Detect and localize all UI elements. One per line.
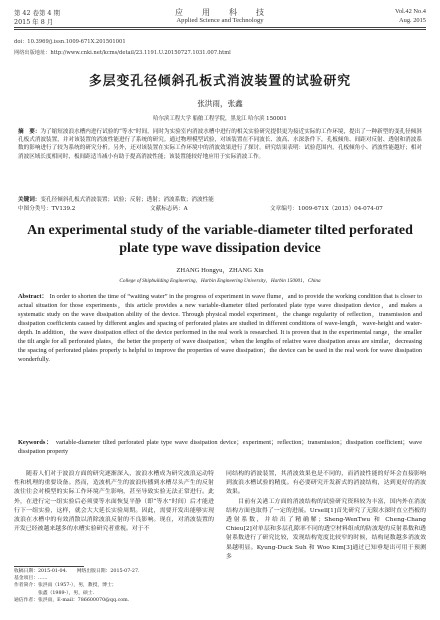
journal-volume: 第 42 卷第 4 期: [14, 9, 60, 17]
paper-title-cn: 多层变孔径倾斜孔板式消波装置的试验研究: [88, 74, 352, 89]
corresponding-author: 通信作者：张洪雨，E-mail：786600070@qq.com.: [14, 597, 130, 603]
journal-name-en: Applied Science and Technology: [176, 17, 264, 24]
abstract-cn-text: 为了缩短波浪水槽内进行试验的“等水”时间，同时为实验室内消波水槽中进行的相关实验研究提供更为接近实际的工作环境，提出了一种新型的变孔径倾斜孔板式消波装置，并对该装置的消波性能进行了系统的研究。通过物理模型试验，对该装置在不同波长、波高、水深条件下，孔板倾角、间距对反射、透射和消波系数的影响进行了较为系统的研究分析。另外，还对该装置在实际工作环境中的消波效果进行了探讨。研究结果表明：试验范围内，孔板倾角小、消波性能越好；相对消波区域长度相同时，板间距适当减小有助于提高消波性能；该装置能较好地应用于实际消波工作。: [18, 129, 422, 160]
journal-date: 2015 年 8 月: [14, 18, 54, 26]
received-date: 收稿日期：2015-01-04. 网络出版日期：2015-07-27.: [14, 569, 140, 574]
fund-project: 基金项目：……: [14, 576, 48, 582]
keywords-en: [18, 438, 422, 465]
abstract-cn: [18, 128, 422, 195]
header-rule: [14, 27, 426, 28]
document-code: 文献标志码：A: [150, 206, 188, 212]
paper-title-en-text: An experimental study of the variable-diameter tilted perforated plate type wave dissipation device: [27, 223, 413, 256]
authors-en: ZHANG Hongyu，ZHANG Xin: [176, 267, 264, 274]
affiliation-en: College of Shipbuilding Engineering，Harbin Engineering University，Harbin 150001，China: [119, 278, 321, 284]
abstract-en-label: Abstract：: [18, 293, 48, 300]
abstract-cn-label: 摘 要：: [18, 129, 41, 135]
abstract-en-text: In order to shorten the time of “waiting water” in the progress of experiment in wave flume，and to provide the working condition that is closer to actual situation for those experiments，this article provides a new variable-diameter tilted perforated plate type wave dissipation device，and makes a systematic study on the wave dissipation ability of the device. Through physical model experiment，the change regularity of reflection，transmission and dissipation coefficients caused by different angles and spacing of perforated plates are studied in different conditions of wave-length，wave-height and water-depth. In addition，the wave dissipation effect of the device performed in the real work is researched. It is proven that in the experimental range，the smaller the tilt angle for all perforated plates，the better the property of wave dissipation；when the lengths of relative wave dissipation areas are similar，decreasing the spacing of perforated plates properly is helpful to improve the properties of wave dissipation；the device can be used in the real work for wave dissipation wonderfully.: [18, 293, 422, 363]
keywords-cn: [18, 196, 422, 205]
doi: doi：10.3969/j.issn.1009-671X.201501001: [14, 39, 126, 45]
journal-name-cn: 应 用 科 技: [175, 8, 265, 17]
author-bio-2: 张鑫（1989-），男，硕士.: [14, 590, 95, 596]
clc-number: 中图分类号：TV139.2: [18, 206, 76, 212]
journal-volume-en: Vol.42 No.4: [395, 8, 426, 15]
paper-title-en: [0, 222, 440, 257]
abstract-en: [18, 292, 422, 437]
authors-cn: 张洪雨，张鑫: [197, 99, 243, 108]
article-number: 文章编号：1009-671X（2015）04-074-07: [270, 206, 383, 212]
keywords-en-text: variable-diameter tilted perforated plate type wave dissipation device；experiment；reflection；transmission；dissipation coefficient；wave dissipation property: [18, 439, 422, 455]
affiliation-cn: 哈尔滨工程大学 船舶工程学院，黑龙江 哈尔滨 150001: [153, 116, 287, 122]
journal-date-en: Aug. 2015: [399, 17, 426, 24]
author-bio-1: 作者简介：张洪雨（1957-），男，教授，博士；: [14, 583, 117, 589]
online-address: 网络出版地址：http://www.cnki.net/kcms/detail/23.1191.U.20150727.1031.007.html: [14, 50, 231, 56]
keywords-cn-text: 变孔径倾斜孔板式消波装置；试验；反射；透射；消波系数；消波性能: [40, 197, 214, 203]
header-rule-2: [14, 29, 426, 30]
body-right-column: 同结构的消波装置，其消波效果也是不同的，而消波性能的好坏会直接影响到波浪水槽试验的精度。有必要研究开发新式的消波结构，达到更好的消波效果。 目前有关港工方面的消波结构的试验研究资料较为丰富，国内外在消波结构方面也取得了一定的进展。Ursell[1]首先研究了无限水深时直立挡板的透射系数，并给出了精确解；Sheng-WenTwu 和 Cheng-Chang Chieu[2]对单层和多层孔隙率不同的透空材料组成的防波堤的反射系数和透射系数进行了研究比较，发现结构宽度比较窄的时候，结构尾数越多消波效果越明显。Kyung-Duck Suh 和 Woo Kim[3]通过已知垂堤出可用于预测多: [226, 471, 426, 560]
footnote-rule: [14, 566, 84, 567]
footnotes: [14, 568, 220, 604]
keywords-cn-label: 关键词：: [18, 197, 41, 203]
body-left-column: 随着人们对于波浪方面的研究逐渐深入，波浪水槽成为研究波浪运动特性和机理的重要设备。然而，造波机产生的波浪传播到水槽尽头产生的反射波往往会对模型的实际工作环境产生影响，甚至导致实验无法正常进行。此外，在进行完一组实验后必须要等水面恢复平静（即“等水”时间）后才能进行下一组实验，这样，就会大大延长实验周期。因此，需要开发出能够实现波浪在水槽中的有效消散以消除波浪反射的不良影响。现在，对消波装置的开发已经被越来越多的水槽实验研究者重视。对于不: [14, 471, 214, 533]
keywords-en-label: Keywords：: [18, 439, 54, 446]
